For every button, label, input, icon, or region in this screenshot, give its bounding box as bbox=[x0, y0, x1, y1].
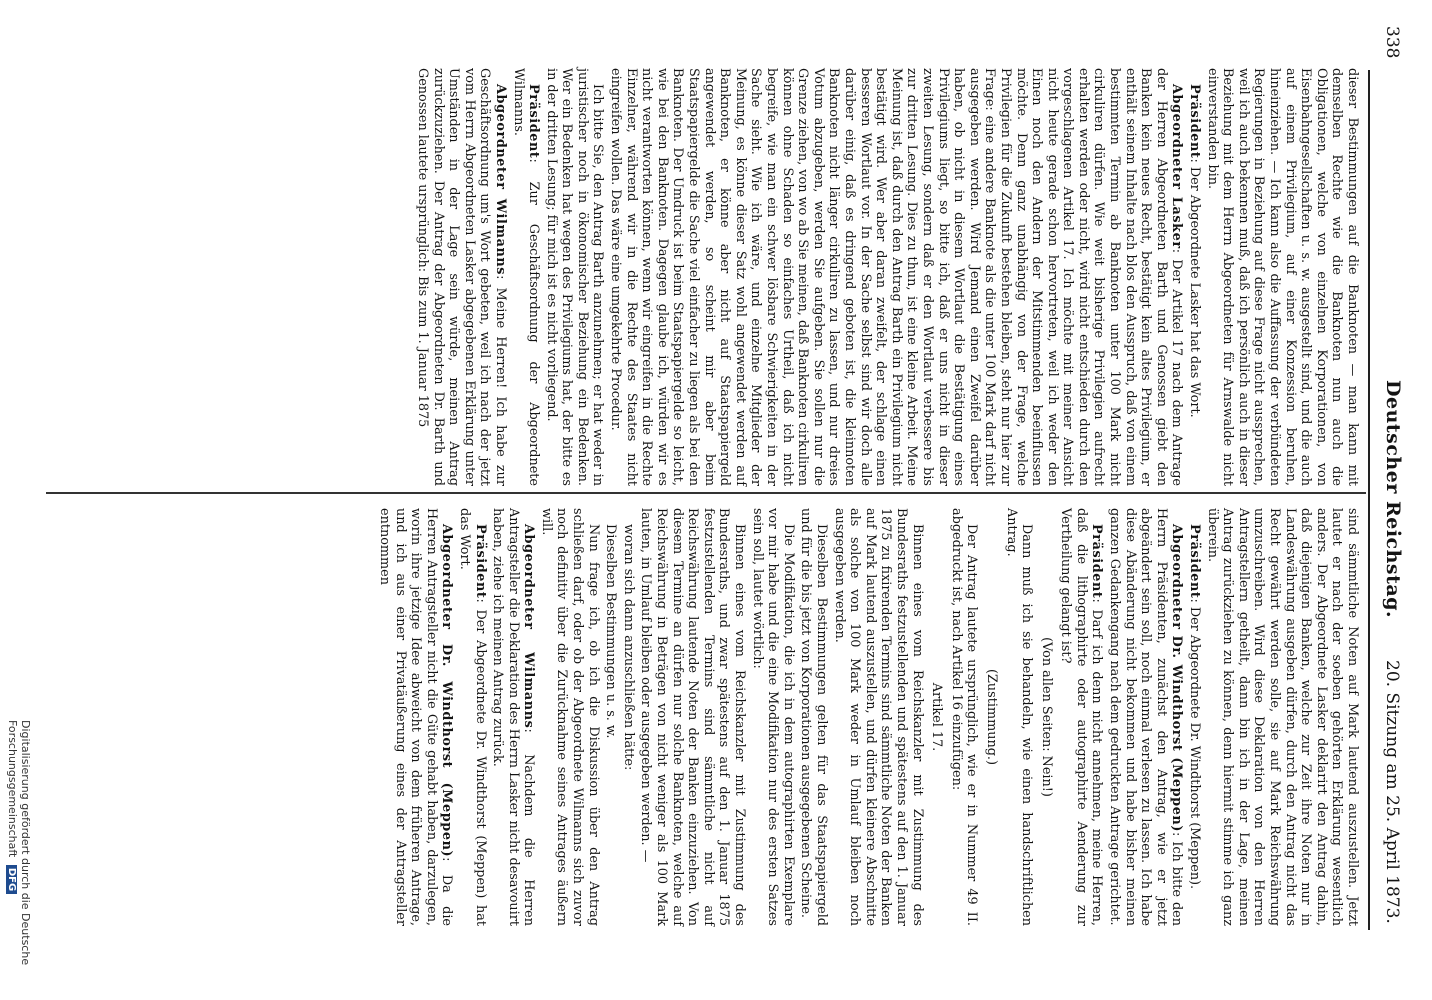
right-column bbox=[374, 508, 1360, 926]
paragraph-text: Dieselben Bestimmungen u. s. w. bbox=[603, 524, 619, 739]
body-paragraph bbox=[831, 508, 925, 926]
body-paragraph bbox=[749, 508, 796, 926]
speaker-name: Präsident bbox=[1089, 524, 1105, 599]
speaker-text: : Der Abgeordnete Dr. Windthorst (Meppen). bbox=[1187, 598, 1203, 890]
speaker-name: Abgeordneter Lasker bbox=[1169, 84, 1185, 249]
body-paragraph bbox=[608, 68, 1185, 486]
speaker-paragraph bbox=[510, 68, 541, 486]
speaker-name: Abgeordneter Wilmanns bbox=[521, 524, 537, 729]
session-date: 20. Sitzung am 25. April 1873. bbox=[1382, 660, 1402, 924]
paragraph-text: : Da die Herren Antragsteller nicht die Güte gehabt haben, darzulegen, worin ihre jetzige Idee abweicht von dem früheren Antrage, und ich aus einer Privatäußerung eines der Antragsteller entnommen bbox=[376, 508, 455, 926]
paragraph-text: : Ich bitte den Herrn Präsidenten, zunächst den Antrag, wie er jetzt abgeändert sein soll, noch einmal verlesen zu lassen. Ich habe diese Abänderung nicht bekommen und habe bisher meinen ganzen Gedankengang nach dem gedruckten Antrage gerichtet. bbox=[1107, 508, 1185, 926]
body-paragraph bbox=[798, 508, 829, 926]
body-paragraph bbox=[1003, 508, 1034, 926]
digitization-footer bbox=[6, 720, 32, 1000]
centered-line: (Von allen Seiten: Nein!) bbox=[1038, 637, 1054, 797]
body-paragraph bbox=[1204, 508, 1360, 926]
page-header bbox=[1372, 0, 1432, 1000]
paragraph-text: Nun frage ich, ob ich die Diskussion über den Antrag schließen darf, oder ob der Abgeordnete Wilmanns sich zuvor noch definitiv über die Zurücknahme seines Antrages äußern will. bbox=[538, 508, 601, 926]
speaker-paragraph bbox=[1186, 508, 1202, 926]
paragraph-text: Ich bitte Sie, den Antrag Barth anzunehmen; er hat weder in juristischer noch in ökonomischer Beziehung ein Bedenken. Wer ein Bedenken hat wegen des Privilegiums hat, der bitte es in der dritten Lesung; für mich ist es nicht vorliegend. bbox=[543, 68, 606, 486]
speaker-name: Abgeordneter Wilmanns bbox=[492, 84, 508, 276]
body-paragraph bbox=[638, 508, 747, 926]
body-paragraph bbox=[948, 508, 979, 926]
paragraph-text: Binnen eines vom Reichskanzler mit Zustimmung des Bundesraths, und zwar spätestens auf den 1. Januar 1875 festzustellenden Termins sind sämmtliche nicht auf Reichswährung lautende Noten der Banken einzuziehen. Von diesem Termine an dürfen nur solche Banknoten, welche auf Reichswährung in Beträgen von nicht weniger als 100 Mark lauten, in Umlauf bleiben oder ausgegeben werden. — bbox=[638, 508, 748, 926]
paragraph-text: : Nachdem die Herren Antragsteller die Deklaration des Herrn Lasker nicht desavouirt haben, ziehe ich meinen Antrag zurück. bbox=[490, 508, 537, 926]
speaker-text: : Der Abgeordnete Lasker hat das Wort. bbox=[1187, 158, 1203, 418]
body-paragraph bbox=[538, 508, 600, 926]
speaker-paragraph bbox=[456, 508, 487, 926]
body-paragraph bbox=[543, 68, 605, 486]
speaker-name: Abgeordneter Dr. Windthorst (Meppen) bbox=[439, 524, 455, 858]
paragraph-text: : Darf ich denn nicht annehmen, meine Herren, daß die lithographirte oder autographirte Aenderung zur Vertheilung gelangt ist? bbox=[1058, 508, 1105, 926]
speaker-name: Präsident bbox=[526, 84, 542, 159]
speaker-text: : Der Abgeordnete Dr. Windthorst (Meppen) hat das Wort. bbox=[456, 508, 488, 926]
paragraph-text: : Der Artikel 17 nach dem Antrage der Herren Abgeordneten Barth und Genossen giebt den Banken kein neues Recht, bestätigt kein altes Privilegium, er enthält seinem Inhalte nach blos den Ausspruch, daß von einem bestimmten Termin ab Banknoten unter 100 Mark nicht cirkuliren dürfen. Wie weit bisherige Privilegien aufrecht erhalten werden oder nicht, wird nicht entschieden durch den vorgeschlagenen Artikel 17. Ich möchte mit meiner Ansicht nicht heute gerade schon hervortreten, weil ich weder den Einen noch den Andern der Mitstimmenden beeinflussen möchte. Denn ganz unabhängig von der Frage, welche Privilegien für die Zukunft bestehen bleiben, steht nur hier zur Frage: eine andere Banknote als die unter 100 Mark darf nicht ausgegeben werden. Wird Jemand einen Zweifel darüber haben, ob nicht in diesem Wortlaut die Bestätigung eines Privilegiums liegt, so bitte ich, daß er uns nicht in dieser zweiten Lesung, sondern daß er den Wortlaut verbessere bis zur dritten Lesung. Dies zu thun, ist eine kleine Arbeit. Meine Meinung ist, daß durch den Antrag Barth ein Privilegium nicht bestätigt wird. Wer aber daran zweifelt, der schlage einen besseren Wortlaut vor. In der Sache selbst sind wir doch alle darüber einig, daß es dringend geboten ist, die kleinnoten Banknoten nicht länger cirkuliren zu lassen, und nur dreies Votum abzugeben, werden Sie aufgeben. Sie sollen nur die Grenze ziehen, von wo ab Sie meinen, daß Banknoten cirkuliren können ohne Schaden so einfaches Urtheil, daß ich nicht begreife, wie man ein schwer lösbare Schwierigkeiten in der Sache sieht. Wie ich wäre, und einzelne Mitglieder der Meinung, es könne dieser Satz wohl angewendet werden auf Banknoten, er könne aber nicht auf Staatspapiergeld angewendet werden, so scheint mir aber beim Staatspapiergelde die Sache viel einfacher zu liegen als bei den Banknoten. Der Umdruck ist beim Staatspapiergelde so leicht, wie bei den Banknoten. Dagegen glaube ich, würden wir es nicht verantworten können, wenn wir eingreifen in die Rechte Einzelner, während wir in die Rechte des Staates nicht eingreifen wollen. Das wäre eine umgekehrte Procedur. bbox=[608, 68, 1185, 486]
speaker-name: Präsident bbox=[1187, 84, 1203, 159]
page-number: 338 bbox=[1382, 26, 1402, 59]
body-paragraph bbox=[603, 508, 619, 926]
paragraph-text: Dieselben Bestimmungen gelten für das Staatspapiergeld und für die bis jetzt von Korporationen ausgegebenen Scheine. bbox=[798, 508, 829, 926]
speaker-name: Abgeordneter Dr. Windthorst (Meppen) bbox=[1169, 524, 1185, 832]
centered-line: (Zustimmung.) bbox=[983, 669, 999, 765]
paragraph-text: : Meine Herren! Ich habe zur Geschäftsordnung um's Wort gebeten, weil ich nach der jetzt vom Herrn Abgeordneten Lasker abgegebenen Erklärung unter Umständen in der Lage sein würde, meinen Antrag zurückzuziehen. Der Antrag der Abgeordneten Dr. Barth und Genossen lautete ursprünglich: Bis zum 1. Januar 1875 bbox=[414, 68, 508, 486]
dfg-logo: DFG bbox=[6, 865, 17, 894]
paragraph-text: Der Antrag lautete ursprünglich, wie er in Nummer 49 II. abgedruckt ist, nach Artikel 16 einzufügen: bbox=[948, 508, 980, 926]
paragraph-text: sind sämmtliche Noten auf Mark lautend auszustellen. Jetzt lautet er nach der soeben gehörten Erklärung wesentlich anders. Der Abgeordnete Lasker deklarirt den Antrag dahin, daß diejenigen Banken, welche zur Zeit ihre Noten nur in Landeswährung ausgeben dürfen, durch den Antrag nicht das Recht gewährt werden solle, sie auf Mark Reichswährung umzuschreiben. Wird diese Deklaration von den Herren Antragstellern getheilt, dann bin ich in der Lage, meinen Antrag zurückziehen zu können, denn hiermit stimme ich ganz überein. bbox=[1204, 508, 1360, 926]
body-paragraph bbox=[376, 508, 454, 926]
body-paragraph bbox=[1058, 508, 1105, 926]
running-title: Deutscher Reichstag. bbox=[1382, 380, 1404, 619]
header-rule bbox=[1368, 70, 1370, 930]
body-paragraph bbox=[414, 68, 508, 486]
speaker-paragraph bbox=[1186, 68, 1202, 486]
speaker-name: Präsident bbox=[1187, 524, 1203, 599]
paragraph-text: woran sich dann anzuschließen hätte: bbox=[620, 524, 636, 771]
paragraph-text: Die Modifikation, die ich in dem autographirten Exemplare vor mir habe und die eine Modifikation nur des ersten Satzes sein soll, lautet wörtlich: bbox=[749, 508, 796, 926]
paragraph-text: dieser Bestimmungen auf die Banknoten — man kann mit demselben Rechte wie die Banknoten nun auch die Obligationen, welche von einzelnen Korporationen, von Eisenbahngesellschaften u. s. w. ausgestellt sind, und die auch auf einem Privilegium, auf einer Konzession beruhen, hineinziehen. — Ich kann also die Auffassung der verbündeten Regierungen in Beziehung auf diese Frage nicht aussprechen, weil ich auch bekennen muß, daß ich persönlich auch in dieser Beziehung mit dem Herrn Abgeordneten für Arnswalde nicht einverstanden bin. bbox=[1204, 68, 1360, 486]
column-divider bbox=[46, 492, 1366, 494]
speaker-name: Präsident bbox=[472, 524, 488, 599]
paragraph-text: Binnen eines vom Reichskanzler mit Zustimmung des Bundesraths festzustellenden und spätestens auf den 1. Januar 1875 zu fixirenden Termins sind sämmtliche Noten der Banken auf Mark lautend auszustellen, und dürfen kleinere Abschnitte als solche von 100 Mark weder in Umlauf bleiben noch ausgegeben werden. bbox=[831, 508, 925, 926]
centered-line: Artikel 17. bbox=[929, 682, 945, 752]
paragraph-text: Dann muß ich sie behandeln, wie einen handschriftlichen Antrag. bbox=[1003, 508, 1035, 926]
body-paragraph bbox=[490, 508, 537, 926]
body-paragraph bbox=[620, 508, 636, 926]
left-column bbox=[412, 68, 1360, 486]
speaker-text: : Zur Geschäftsordnung der Abgeordnete Wilmanns. bbox=[510, 68, 542, 486]
body-paragraph bbox=[1107, 508, 1185, 926]
digitization-note: Digitalisierung gefördert durch die Deutsche Forschungsgemeinschaft bbox=[6, 720, 32, 966]
body-paragraph bbox=[1204, 68, 1360, 486]
